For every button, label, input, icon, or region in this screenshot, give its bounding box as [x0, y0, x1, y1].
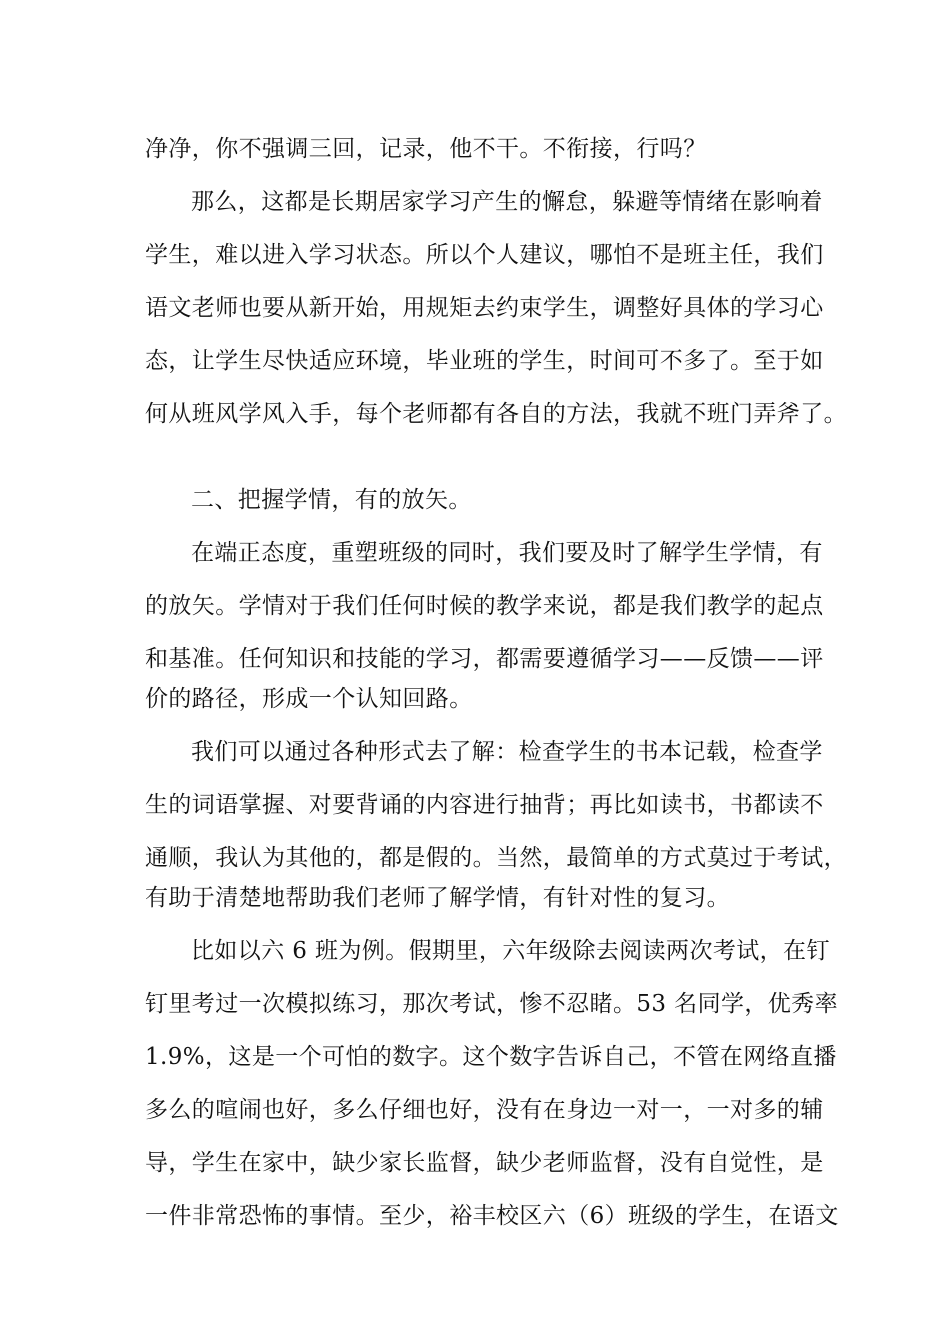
text-line-15: 有助于清楚地帮助我们老师了解学情，有针对性的复习。	[145, 885, 730, 911]
section-heading: 二、把握学情，有的放矢。	[191, 487, 472, 513]
text-line-2: 那么，这都是长期居家学习产生的懈怠，躲避等情绪在影响着	[191, 189, 823, 215]
text-line-18: 1.9%，这是一个可怕的数字。这个数字告诉自己，不管在网络直播	[145, 1044, 837, 1070]
text-line-4: 语文老师也要从新开始，用规矩去约束学生，调整好具体的学习心	[145, 295, 824, 321]
text-line-5: 态，让学生尽快适应环境，毕业班的学生，时间可不多了。至于如	[145, 348, 824, 374]
text-line-17: 钉里考过一次模拟练习，那次考试，惨不忍睹。53 名同学，优秀率	[145, 991, 838, 1017]
text-line-16: 比如以六 6 班为例。假期里，六年级除去阅读两次考试，在钉	[191, 938, 830, 964]
text-line-1: 净净，你不强调三回，记录，他不干。不衔接，行吗？	[145, 136, 707, 162]
text-line-10: 和基准。任何知识和技能的学习，都需要遵循学习——反馈——评	[145, 646, 824, 672]
text-line-13: 生的词语掌握、对要背诵的内容进行抽背；再比如读书，书都读不	[145, 792, 824, 818]
text-line-11: 价的路径，形成一个认知回路。	[145, 686, 473, 712]
text-line-21: 一件非常恐怖的事情。至少，裕丰校区六（6）班级的学生，在语文	[145, 1203, 839, 1229]
text-line-6: 何从班风学风入手，每个老师都有各自的方法，我就不班门弄斧了。	[145, 401, 847, 427]
text-line-19: 多么的喧闹也好，多么仔细也好，没有在身边一对一，一对多的辅	[145, 1097, 824, 1123]
text-line-14: 通顺，我认为其他的，都是假的。当然，最简单的方式莫过于考试，	[145, 845, 847, 871]
text-line-12: 我们可以通过各种形式去了解：检查学生的书本记载，检查学	[191, 739, 823, 765]
text-line-3: 学生，难以进入学习状态。所以个人建议，哪怕不是班主任，我们	[145, 242, 824, 268]
text-line-20: 导，学生在家中，缺少家长监督，缺少老师监督，没有自觉性，是	[145, 1150, 824, 1176]
text-line-8: 在端正态度，重塑班级的同时，我们要及时了解学生学情，有	[191, 540, 823, 566]
text-line-9: 的放矢。学情对于我们任何时候的教学来说，都是我们教学的起点	[145, 593, 824, 619]
